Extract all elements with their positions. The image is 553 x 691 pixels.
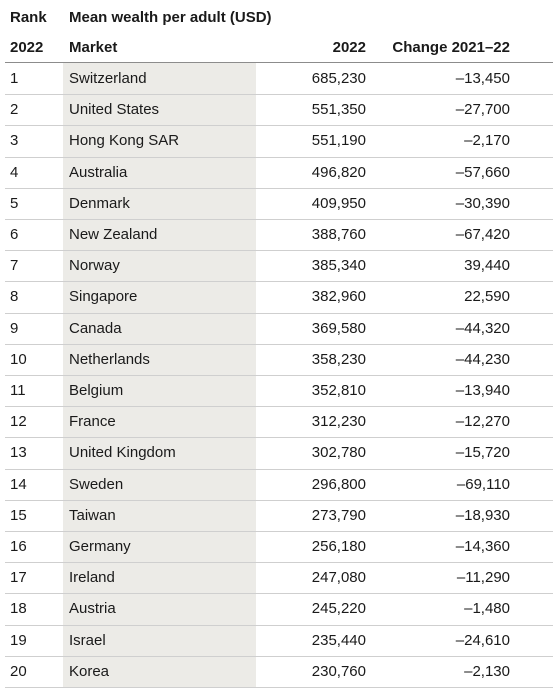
value-cell: 551,350 [311,101,366,119]
market-cell: Germany [69,538,131,555]
value-cell: 245,220 [311,600,366,618]
table-row [0,375,553,406]
table-row [0,500,553,531]
market-cell: Denmark [69,194,130,212]
change-cell: –15,720 [455,444,510,462]
value-header: 2022 [332,39,366,56]
table-row [0,125,553,156]
market-cell: Korea [69,662,110,680]
change-cell: –18,930 [455,506,510,524]
rank-cell: 1 [10,70,19,87]
value-cell: 496,820 [311,163,366,181]
market-cell: Norway [69,257,120,275]
rank-cell: 12 [10,413,27,431]
rank-cell: 11 [10,382,26,399]
rank-header: Rank [10,9,47,26]
change-cell: –44,230 [455,350,510,368]
value-cell: 230,760 [311,662,366,680]
market-cell: Austria [69,600,116,618]
change-cell: –11,290 [456,569,510,587]
rank-cell: 18 [10,600,27,618]
value-cell: 369,580 [311,319,366,337]
rank-cell: 7 [10,257,19,275]
change-cell: –27,700 [455,101,510,119]
value-cell: 302,780 [311,444,366,462]
rank-cell: 2 [10,101,19,119]
rank-cell: 20 [10,662,27,680]
table-row [0,469,553,500]
rank-cell: 17 [10,569,27,587]
rank-cell: 9 [10,319,19,337]
rank-cell: 15 [10,506,27,524]
value-cell: 312,230 [311,413,366,431]
market-cell: Sweden [69,475,124,493]
table-row [0,531,553,562]
table-row [0,219,553,250]
table-row [0,406,553,437]
market-cell: France [69,413,116,431]
rank-cell: 16 [10,538,27,555]
market-header: Market [69,39,118,56]
market-cell: United Kingdom [69,444,176,462]
table-row [0,625,553,656]
change-header: Change 2021–22 [392,39,510,56]
row-divider [5,687,553,688]
change-cell: –44,320 [455,319,510,337]
value-cell: 352,810 [311,382,366,399]
market-cell: Hong Kong SAR [69,132,180,150]
rank-cell: 13 [10,444,27,462]
change-cell: 22,590 [464,288,510,306]
value-cell: 273,790 [311,506,366,524]
value-cell: 296,800 [311,475,366,493]
table-row [0,281,553,312]
table-row [0,437,553,468]
market-cell: Netherlands [69,350,150,368]
market-cell: Switzerland [69,70,147,87]
table-row [0,63,553,94]
change-cell: –2,170 [464,132,510,150]
table-row [0,157,553,188]
market-cell: Israel [69,631,106,649]
value-cell: 685,230 [311,70,366,87]
table-row [0,593,553,624]
table-row [0,188,553,219]
value-cell: 385,340 [311,257,366,275]
change-cell: –30,390 [455,194,510,212]
value-cell: 256,180 [311,538,366,555]
change-cell: –57,660 [455,163,510,181]
change-cell: –13,450 [455,70,510,87]
value-cell: 409,950 [311,194,366,212]
table-row [0,562,553,593]
market-cell: United States [69,101,160,119]
value-cell: 382,960 [311,288,366,306]
table-row [0,656,553,687]
rank-cell: 6 [10,226,19,243]
market-cell: Australia [69,163,128,181]
table-title: Mean wealth per adult (USD) [69,9,272,26]
rank-year-header: 2022 [10,39,44,56]
change-cell: –69,110 [456,475,510,493]
table-row [0,313,553,344]
change-cell: –1,480 [464,600,510,618]
rank-cell: 14 [10,475,27,493]
rank-cell: 19 [10,631,27,649]
value-cell: 358,230 [311,350,366,368]
change-cell: –24,610 [455,631,510,649]
table-row [0,344,553,375]
value-cell: 551,190 [311,132,366,150]
change-cell: –14,360 [455,538,510,555]
market-cell: Belgium [69,382,124,399]
value-cell: 247,080 [311,569,366,587]
table-row [0,94,553,125]
market-cell: Canada [69,319,122,337]
market-cell: Singapore [69,288,138,306]
change-cell: –12,270 [455,413,510,431]
market-cell: Taiwan [69,506,116,524]
market-cell: New Zealand [69,226,158,243]
change-cell: –67,420 [455,226,510,243]
table-row [0,250,553,281]
value-cell: 388,760 [311,226,366,243]
market-cell: Ireland [69,569,115,587]
change-cell: –13,940 [455,382,510,399]
rank-cell: 5 [10,194,19,212]
rank-cell: 3 [10,132,19,150]
rank-cell: 8 [10,288,19,306]
value-cell: 235,440 [311,631,366,649]
change-cell: 39,440 [464,257,510,275]
change-cell: –2,130 [464,662,510,680]
rank-cell: 4 [10,163,19,181]
rank-cell: 10 [10,350,27,368]
